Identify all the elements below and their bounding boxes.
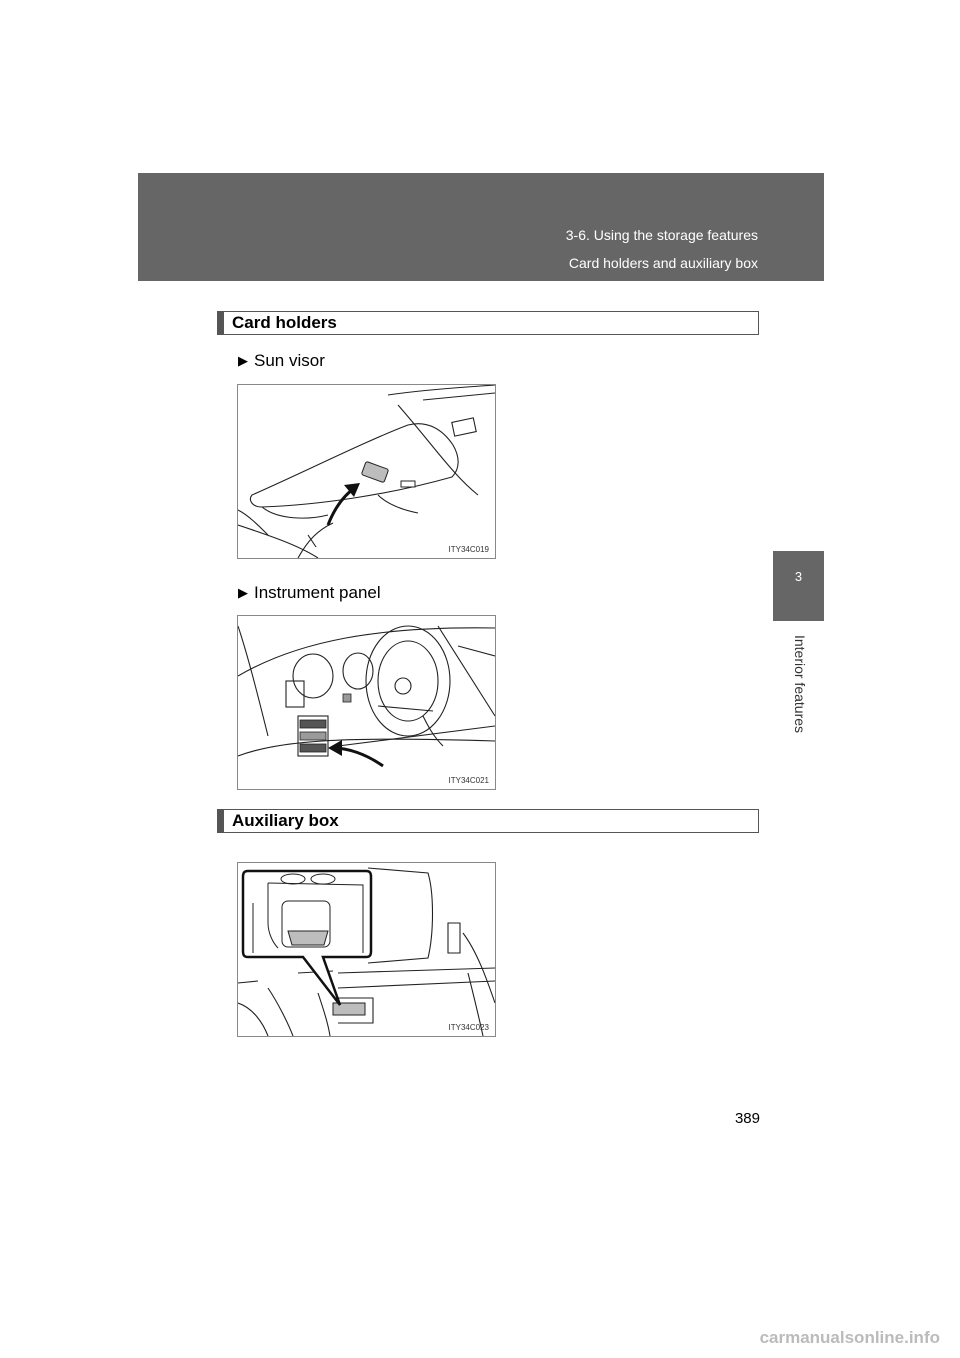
section-title-card-holders: [217, 311, 759, 335]
bullet-arrow-icon: ▶: [238, 353, 248, 368]
watermark-link[interactable]: carmanualsonline.info: [759, 1328, 940, 1347]
header-band: [138, 173, 824, 281]
figure-auxiliary-box: [237, 862, 496, 1037]
figure-code: ITY34C023: [448, 1023, 489, 1032]
section-title-text: Card holders: [232, 313, 337, 332]
figure-instrument-panel: [237, 615, 496, 790]
bullet-instrument-panel: [238, 583, 381, 603]
bullet-arrow-icon: ▶: [238, 585, 248, 600]
chapter-label: Interior features: [792, 634, 808, 734]
chapter-number: 3: [794, 569, 803, 584]
header-topic-title: Card holders and auxiliary box: [568, 255, 758, 271]
bullet-label: Instrument panel: [254, 583, 381, 602]
section-title-auxiliary-box: [217, 809, 759, 833]
header-section-title: 3-6. Using the storage features: [565, 227, 758, 243]
section-title-text: Auxiliary box: [232, 811, 339, 830]
section-accent: [218, 810, 224, 832]
instrument-panel-illustration: [238, 616, 495, 789]
bullet-label: Sun visor: [254, 351, 325, 370]
figure-code: ITY34C021: [448, 776, 489, 785]
sun-visor-illustration: [238, 385, 495, 558]
figure-code: ITY34C019: [448, 545, 489, 554]
auxiliary-box-illustration: [238, 863, 495, 1036]
bullet-sun-visor: [238, 351, 325, 371]
figure-sun-visor: [237, 384, 496, 559]
chapter-tab: [773, 551, 824, 621]
section-accent: [218, 312, 224, 334]
page-number: 389: [734, 1110, 760, 1127]
